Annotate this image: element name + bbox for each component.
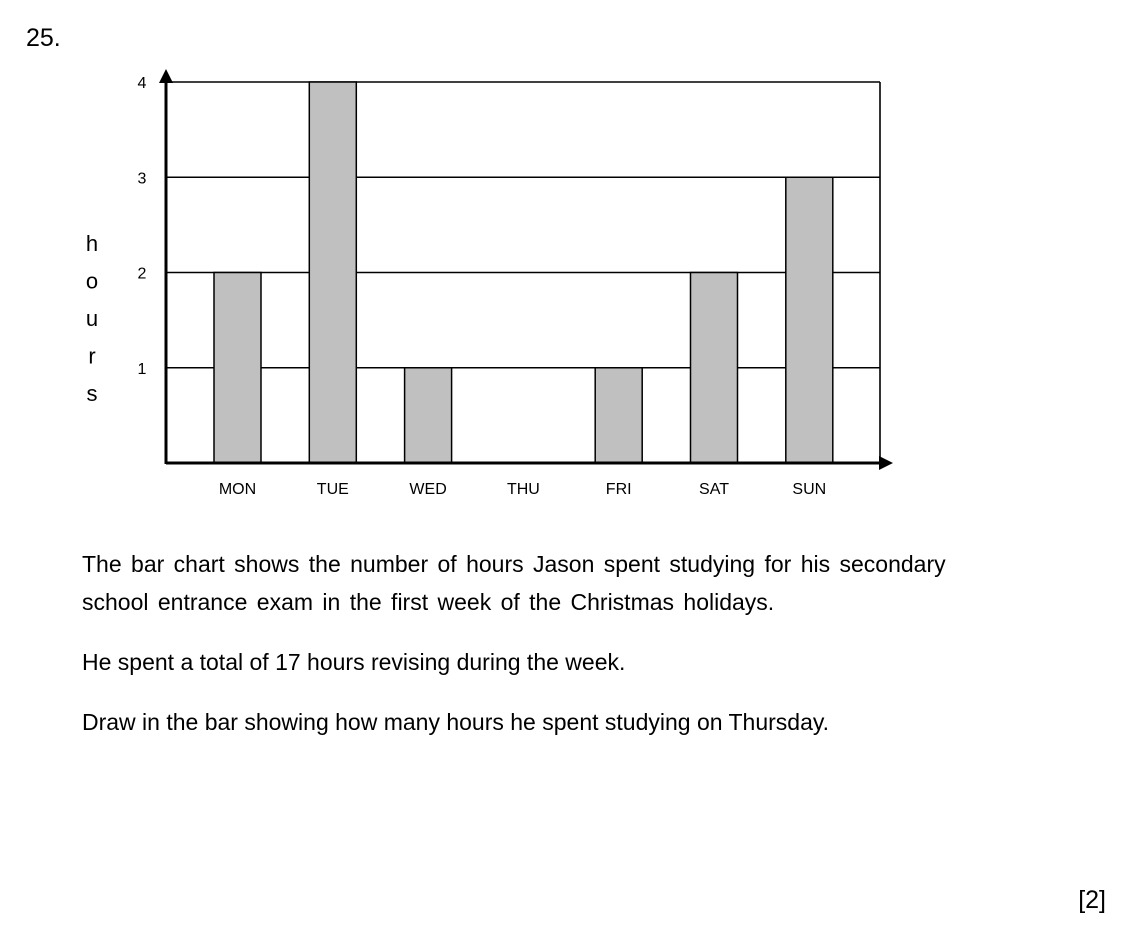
x-tick-label: FRI [605, 481, 632, 498]
x-tick-label: SAT [699, 481, 729, 498]
x-tick-label: SUN [792, 481, 827, 498]
bar-sun [786, 177, 833, 463]
y-axis-label-letter: u [85, 306, 99, 331]
bar-sat [691, 273, 738, 464]
x-tick-label: WED [409, 481, 447, 498]
x-category-labels [219, 481, 826, 498]
question-number: 25. [26, 24, 61, 52]
y-axis-label [86, 231, 98, 406]
y-tick-label: 2 [137, 265, 147, 283]
x-tick-label: TUE [316, 481, 349, 498]
y-axis-label-letter: s [86, 381, 98, 406]
bar-wed [405, 368, 452, 463]
bar-tue [309, 82, 356, 463]
y-axis-label-letter: r [88, 343, 96, 369]
y-tick-label: 1 [137, 360, 147, 378]
bar-mon [214, 273, 261, 464]
marks-label: [2] [1078, 886, 1106, 914]
x-axis-arrow [879, 456, 893, 470]
y-axis-label-letter: o [85, 268, 99, 294]
x-tick-label: MON [218, 481, 257, 498]
y-tick-labels [138, 75, 147, 378]
grid-lines [166, 82, 880, 463]
question-paragraph-3: Draw in the bar showing how many hours he spent studying on Thursday. [82, 709, 830, 735]
y-tick-label: 3 [137, 170, 147, 188]
question-paragraph-2: He spent a total of 17 hours revising during the week. [82, 649, 626, 675]
bar-fri [595, 368, 642, 463]
y-axis-arrow [159, 69, 173, 83]
y-axis-label-letter: h [85, 231, 99, 256]
axes [159, 69, 893, 470]
y-tick-label: 4 [137, 75, 147, 92]
x-tick-label: THU [506, 481, 540, 498]
question-paragraph-1: The bar chart shows the number of hours Jason spent studying for his secondary school entrance exam in the first week of the Christmas holidays. [82, 551, 946, 615]
